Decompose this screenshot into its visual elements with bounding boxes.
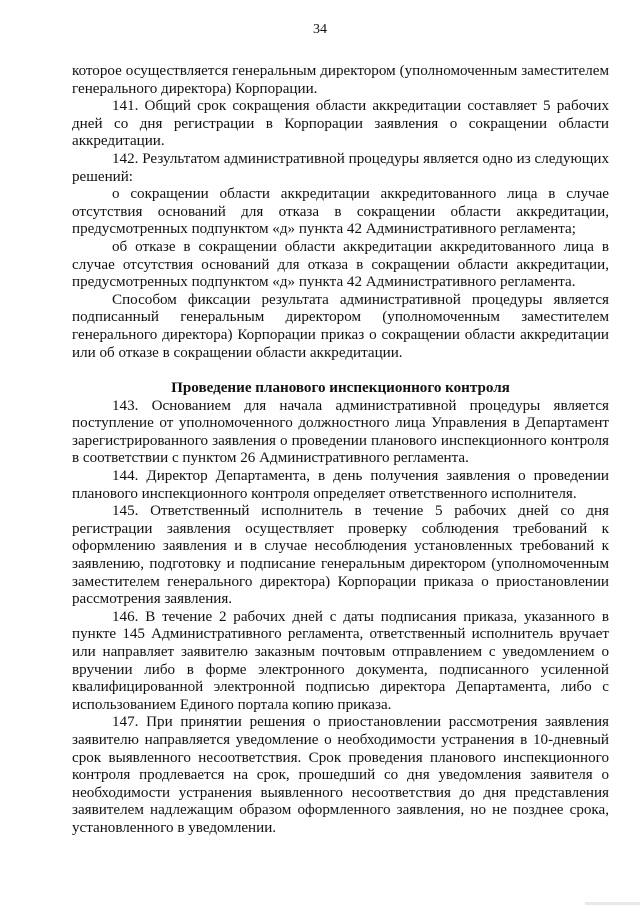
paragraph-142: 142. Результатом административной процедуры является одно из следующих решений: [72, 150, 609, 185]
paragraph-147: 147. При принятии решения о приостановлении рассмотрения заявления заявителю направляется уведомление о необходимости устранения в 10-дневный срок выявленного несоответствия. Срок проведения планового инспекционного контроля продлевается на срок, прошедший со дня уведомления заявителя о необходимости устранения выявленного несоответствия до дня представления заявителем надлежащим образом оформленного заявления, но не позднее срока, установленного в уведомлении. [72, 714, 609, 836]
page-number: 34 [313, 22, 327, 37]
paragraph-intro: которое осуществляется генеральным директором (уполномоченным заместителем генерального директора) Корпорации. [72, 63, 609, 97]
paragraph-142-option-2: об отказе в сокращении области аккредитации аккредитованного лица в случае отсутствия оснований для отказа в сокращении области аккредитации, предусмотренных подпунктом «д» пункта 42 Административного регламента. [72, 238, 609, 291]
paragraph-146: 146. В течение 2 рабочих дней с даты подписания приказа, указанного в пункте 145 Административного регламента, ответственный исполнитель вручает или направляет заявителю заказным почтовым отправлением с уведомлением о вручении либо в форме электронного документа, подписанного усиленной квалифицированной электронной подписью директора Департамента, либо с использованием Единого портала копию приказа. [72, 608, 609, 713]
paragraph-143: 143. Основанием для начала административной процедуры является поступление от уполномоченного должностного лица Управления в Департамент зарегистрированного заявления о проведении планового инспекционного контроля в соответствии с пунктом 26 Административного регламента. [72, 397, 609, 467]
paragraph-144: 144. Директор Департамента, в день получения заявления о проведении планового инспекционного контроля определяет ответственного исполнителя. [72, 468, 609, 502]
paragraph-141: 141. Общий срок сокращения области аккредитации составляет 5 рабочих дней со дня регистрации в Корпорации заявления о сокращении области аккредитации. [72, 98, 609, 150]
paragraph-142-option-1: о сокращении области аккредитации аккредитованного лица в случае отсутствия оснований для отказа в сокращении области аккредитации, предусмотренных подпунктом «д» пункта 42 Административного регламента; [72, 186, 609, 238]
section-heading: Проведение планового инспекционного контроля [171, 380, 510, 397]
document-body [72, 63, 609, 838]
paragraph-145: 145. Ответственный исполнитель в течение 5 рабочих дней со дня регистрации заявления осуществляет проверку соблюдения требований к оформлению заявления и в случае несоблюдения установленных требований к заявлению, подготовку и подписание генеральным директором (уполномоченным заместителем генерального директора) Корпорации приказа о приостановлении рассмотрения заявления. [72, 503, 609, 608]
paragraph-142-fixation: Способом фиксации результата административной процедуры является подписанный генеральным директором (уполномоченным заместителем генерального директора) Корпорации приказ о сокращении области аккредитации или об отказе в сокращении области аккредитации. [72, 291, 609, 361]
